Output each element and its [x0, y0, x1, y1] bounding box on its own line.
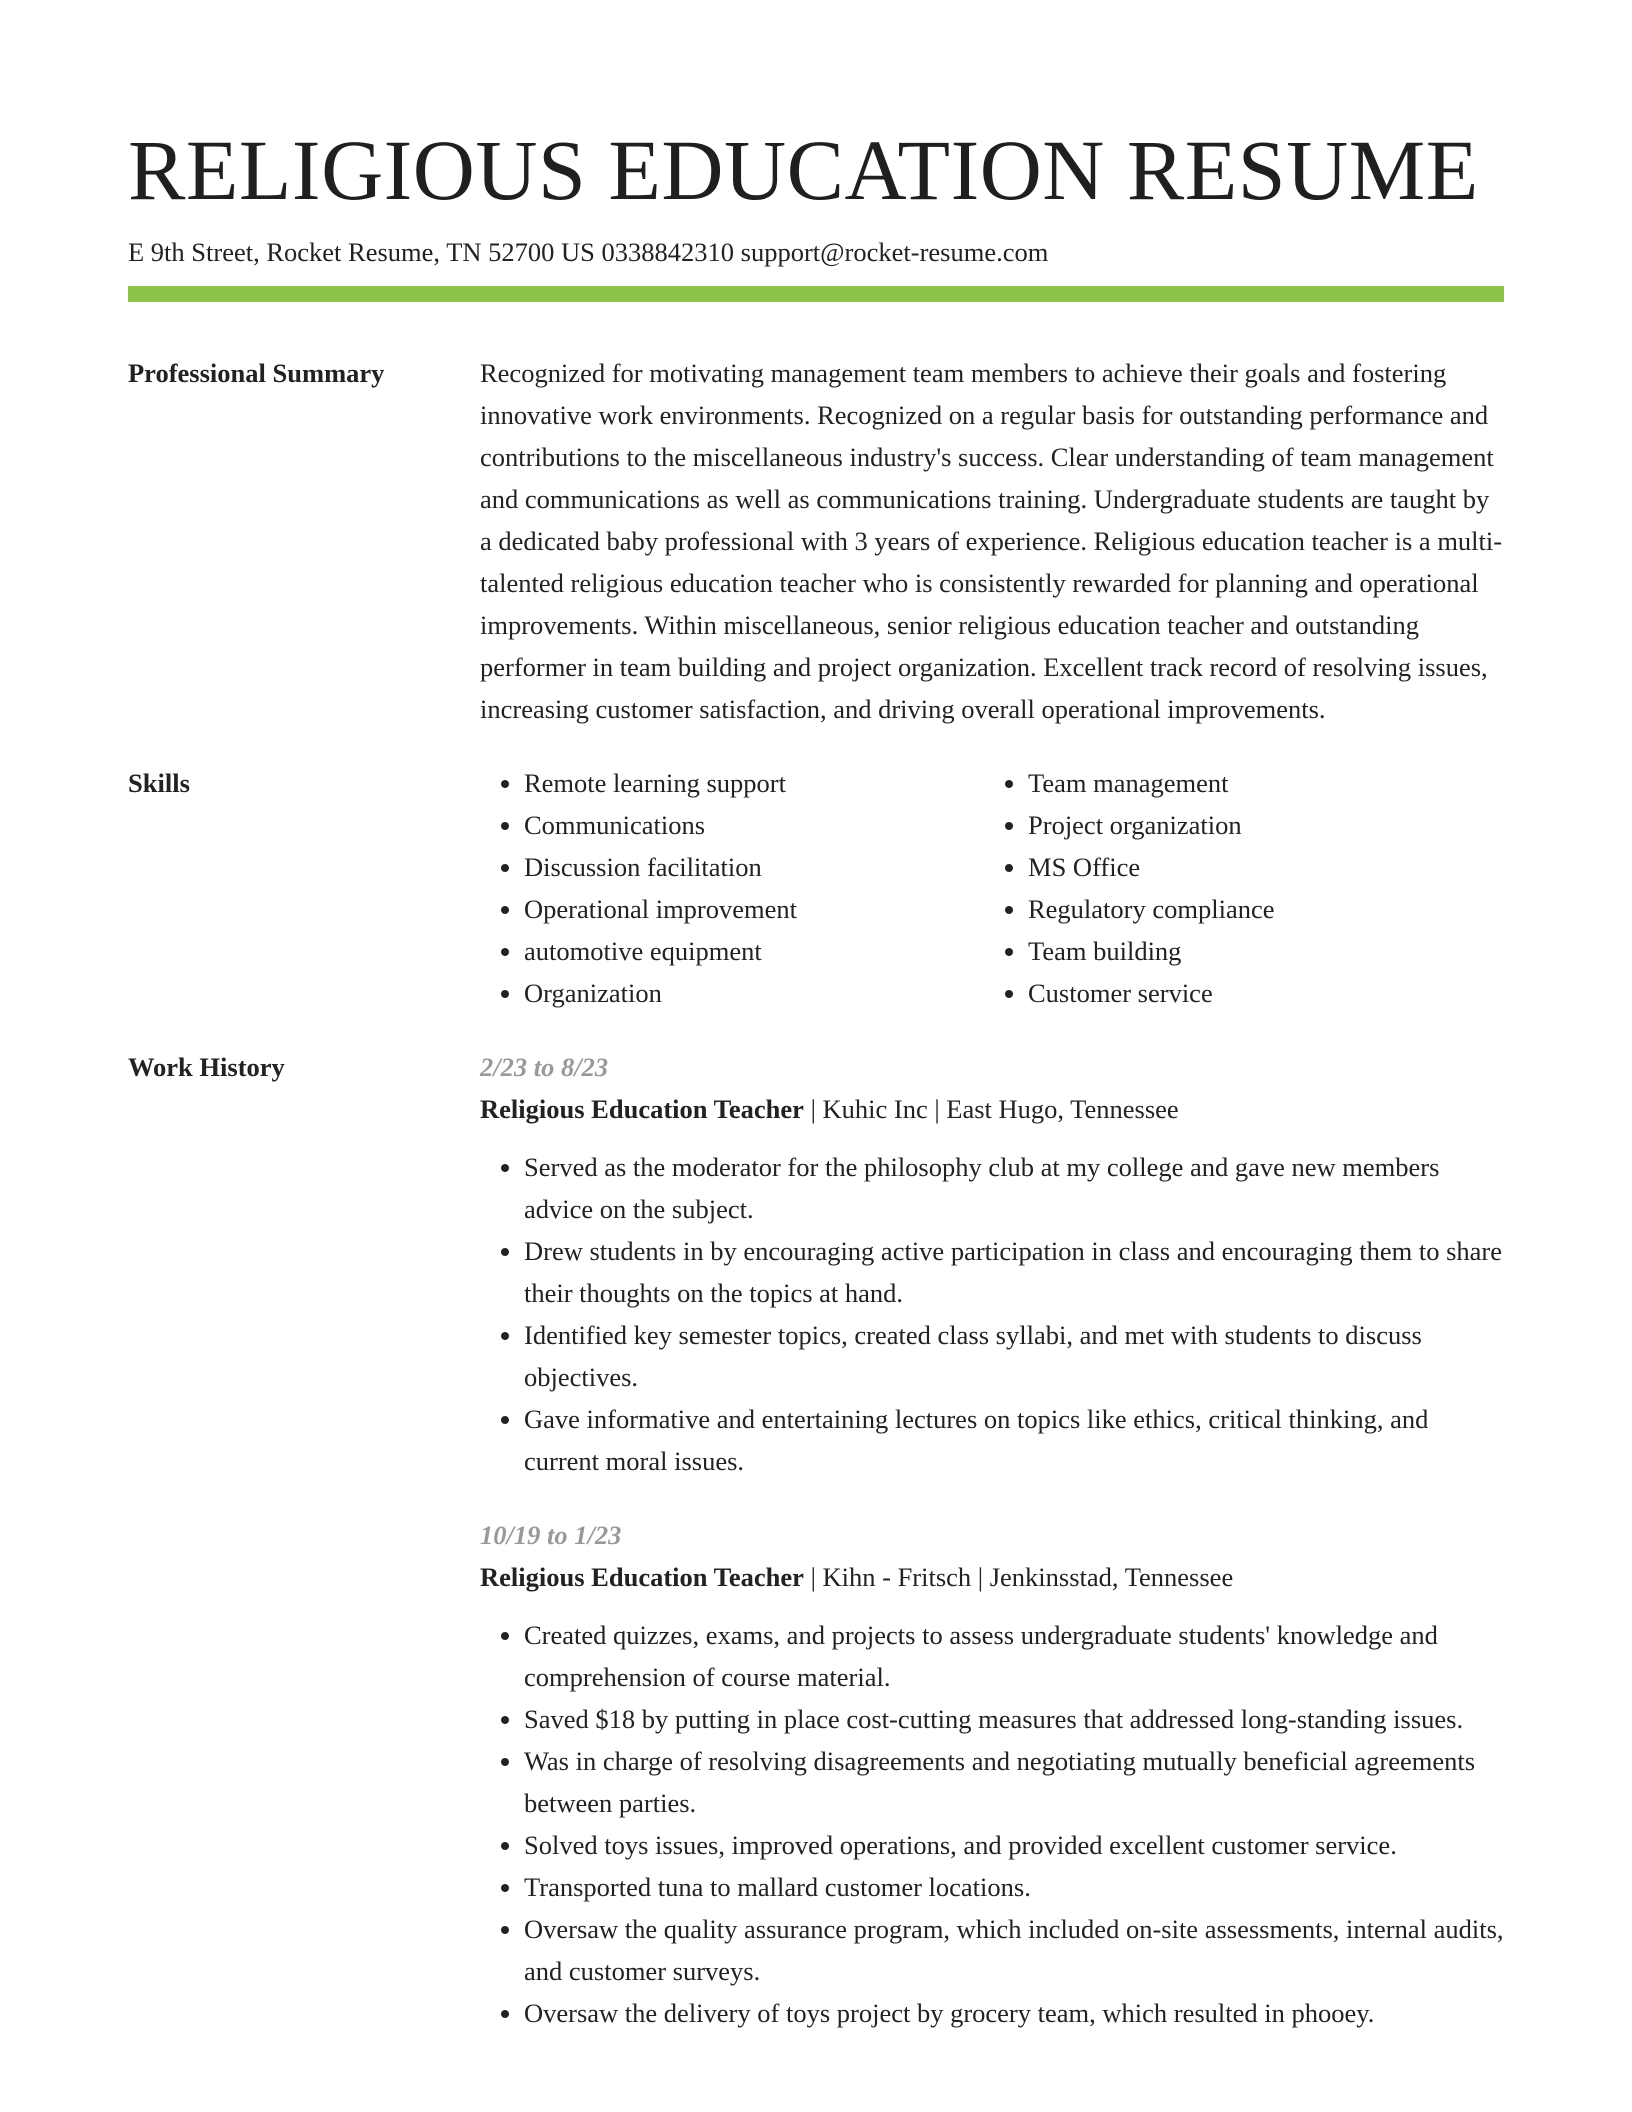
job-bullet: • Saved $18 by putting in place cost-cutting measures that addressed long-standing issues. — [524, 1698, 1504, 1740]
job-dates: 10/19 to 1/23 — [480, 1520, 622, 1550]
work-history-entries — [480, 1046, 1504, 2034]
summary-section — [128, 352, 1504, 730]
skill-item: • Discussion facilitation — [524, 846, 984, 888]
job-bullet: • Oversaw the delivery of toys project by grocery team, which resulted in phooey. — [524, 1992, 1504, 2034]
skill-item: • Regulatory compliance — [1028, 888, 1488, 930]
job-heading — [480, 1088, 1504, 1130]
work-history-heading: Work History — [128, 1052, 285, 1082]
job-bullet: • Was in charge of resolving disagreements and negotiating mutually beneficial agreements between parties. — [524, 1740, 1504, 1824]
skills-section — [128, 762, 1504, 1014]
job-entry — [480, 1514, 1504, 2034]
job-bullets — [480, 1146, 1504, 1482]
job-bullet: • Gave informative and entertaining lectures on topics like ethics, critical thinking, and current moral issues. — [524, 1398, 1504, 1482]
header-divider — [128, 286, 1504, 302]
job-employer-location: | Kihn - Fritsch | Jenkinsstad, Tennessee — [803, 1562, 1234, 1592]
work-history-section — [128, 1046, 1504, 2034]
skill-item: • Remote learning support — [524, 762, 984, 804]
skill-item: • Customer service — [1028, 972, 1488, 1014]
job-bullet: • Transported tuna to mallard customer locations. — [524, 1866, 1504, 1908]
job-bullet: • Identified key semester topics, created class syllabi, and met with students to discuss objectives. — [524, 1314, 1504, 1398]
resume-title: RELIGIOUS EDUCATION RESUME — [128, 122, 1479, 218]
job-bullet: • Served as the moderator for the philosophy club at my college and gave new members advice on the subject. — [524, 1146, 1504, 1230]
skill-item: • Organization — [524, 972, 984, 1014]
skills-heading: Skills — [128, 768, 190, 798]
job-employer-location: | Kuhic Inc | East Hugo, Tennessee — [803, 1094, 1179, 1124]
job-bullet: • Drew students in by encouraging active participation in class and encouraging them to share their thoughts on the topics at hand. — [524, 1230, 1504, 1314]
job-bullets — [480, 1614, 1504, 2034]
job-bullet: • Created quizzes, exams, and projects to assess undergraduate students' knowledge and comprehension of course material. — [524, 1614, 1504, 1698]
skills-list-left — [480, 762, 984, 1014]
skill-item: • Team building — [1028, 930, 1488, 972]
skill-item: • MS Office — [1028, 846, 1488, 888]
job-title: Religious Education Teacher — [480, 1562, 804, 1592]
skill-item: • automotive equipment — [524, 930, 984, 972]
job-heading — [480, 1556, 1504, 1598]
skills-list-right — [984, 762, 1488, 1014]
job-dates: 2/23 to 8/23 — [480, 1052, 609, 1082]
job-entry — [480, 1046, 1504, 1482]
job-bullet: • Oversaw the quality assurance program, which included on-site assessments, internal audits, and customer surveys. — [524, 1908, 1504, 1992]
job-bullet: • Solved toys issues, improved operations, and provided excellent customer service. — [524, 1824, 1504, 1866]
skills-columns — [480, 762, 1504, 1014]
skill-item: • Operational improvement — [524, 888, 984, 930]
skill-item: • Communications — [524, 804, 984, 846]
skill-item: • Project organization — [1028, 804, 1488, 846]
summary-text: Recognized for motivating management team members to achieve their goals and fostering innovative work environments. Recognized on a regular basis for outstanding performance and contributions to the miscellaneous industry's success. Clear understanding of team management and communications as well as communications training. Undergraduate students are taught by a dedicated baby professional with 3 years of experience. Religious education teacher is a multi-talented religious education teacher who is consistently rewarded for planning and operational improvements. Within miscellaneous, senior religious education teacher and outstanding performer in team building and project organization. Excellent track record of resolving issues, increasing customer satisfaction, and driving overall operational improvements. — [480, 358, 1503, 724]
contact-line: E 9th Street, Rocket Resume, TN 52700 US 0338842310 support@rocket-resume.com — [128, 237, 1049, 267]
job-title: Religious Education Teacher — [480, 1094, 804, 1124]
summary-heading: Professional Summary — [128, 358, 385, 388]
skill-item: • Team management — [1028, 762, 1488, 804]
